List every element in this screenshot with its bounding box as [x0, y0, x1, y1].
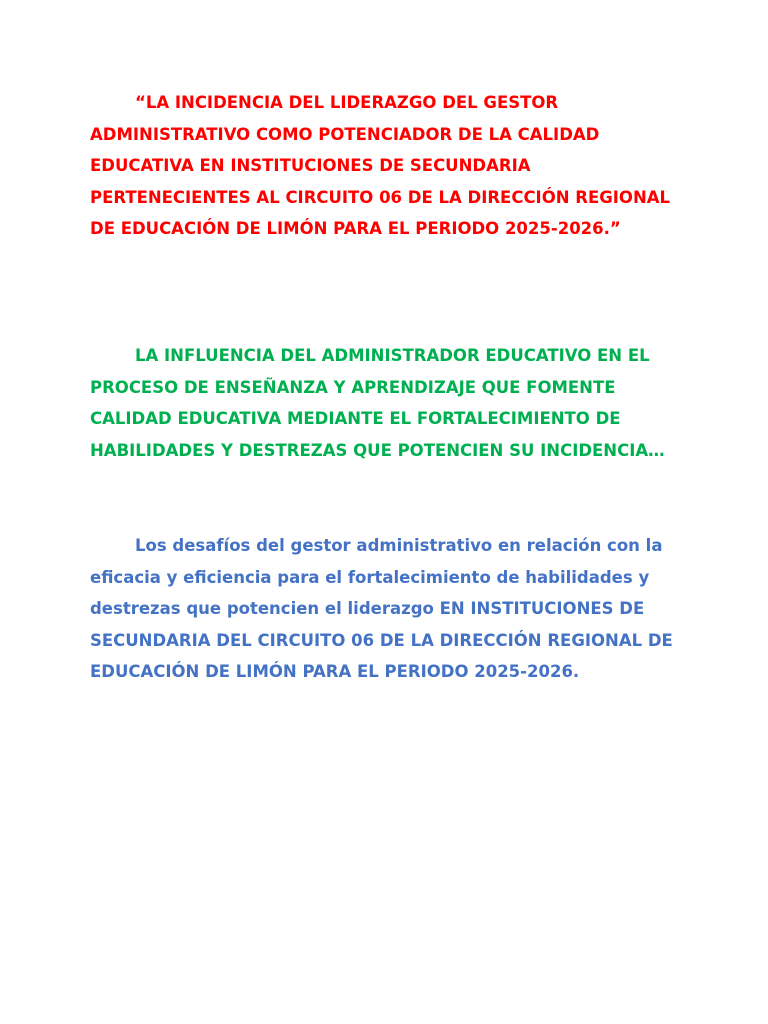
title-paragraph-red: “LA INCIDENCIA DEL LIDERAZGO DEL GESTOR ADMINISTRATIVO COMO POTENCIADOR DE LA CALIDAD EDUCATIVA EN INSTITUCIONES DE SECUNDARIA PERTENECIENTES AL CIRCUITO 06 DE LA DIRECCIÓN REGIONAL DE EDUCACIÓN DE LIMÓN PARA EL PERIODO 2025-2026.”: [90, 93, 671, 239]
subtitle-paragraph-green: LA INFLUENCIA DEL ADMINISTRADOR EDUCATIVO EN EL PROCESO DE ENSEÑANZA Y APRENDIZAJE QUE FOMENTE CALIDAD EDUCATIVA MEDIANTE EL FORTALECIMIENTO DE HABILIDADES Y DESTREZAS QUE POTENCIEN SU INCIDENCIA…: [90, 346, 665, 460]
body-paragraph-blue: Los desafíos del gestor administrativo en relación con la eficacia y eficiencia para el fortalecimiento de habilidades y destrezas que potencien el liderazgo EN INSTITUCIONES DE SECUNDARIA DEL CIRCUITO 06 DE LA DIRECCIÓN REGIONAL DE EDUCACIÓN DE LIMÓN PARA EL PERIODO 2025-2026.: [90, 536, 673, 682]
